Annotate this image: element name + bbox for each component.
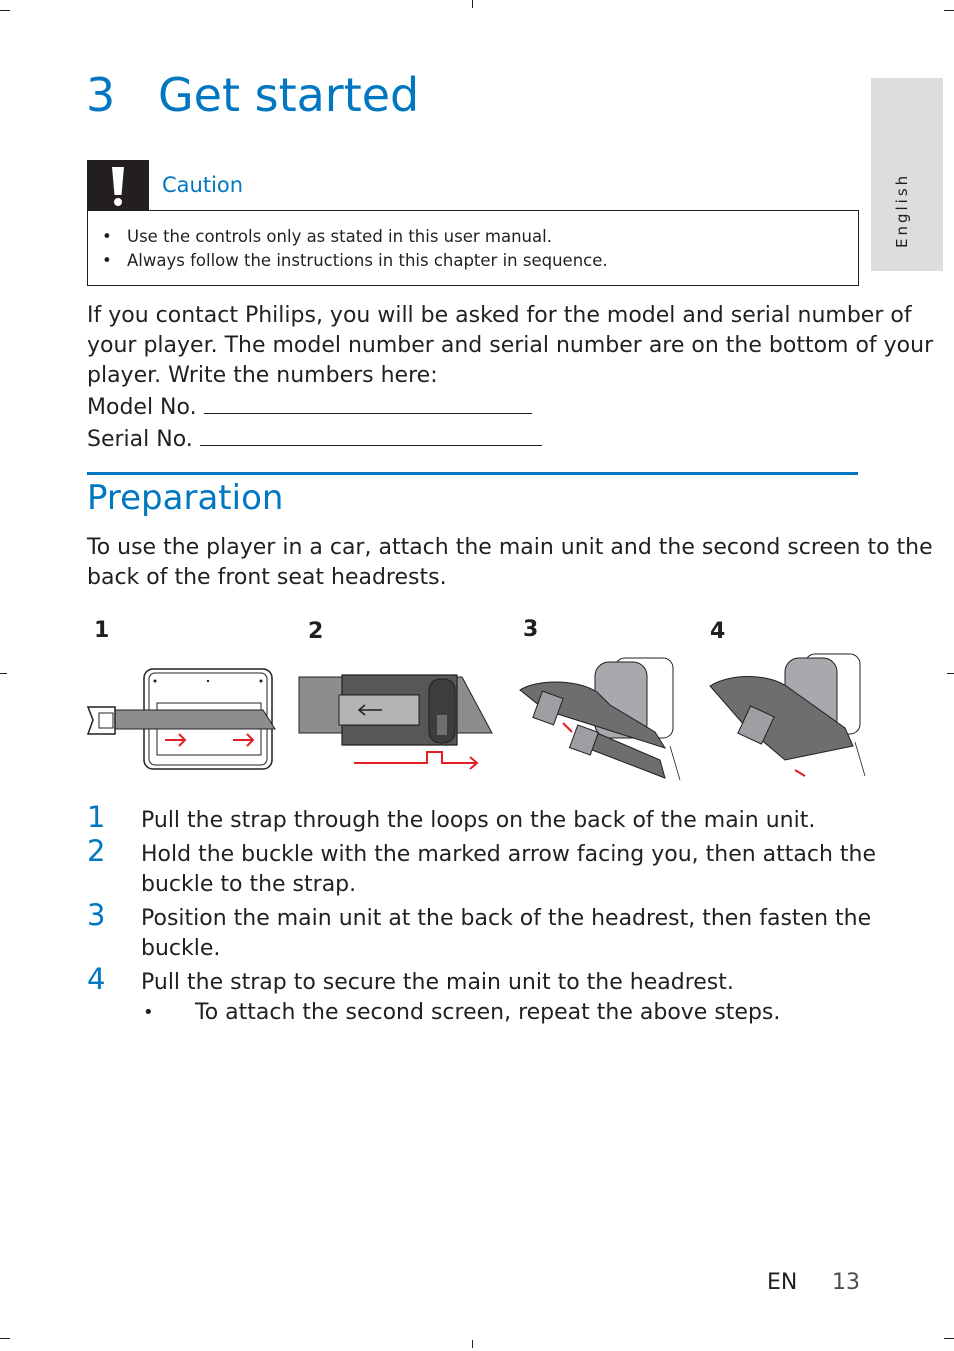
caution-item: • Use the controls only as stated in this user manual. <box>102 225 608 249</box>
step-text: Pull the strap through the loops on the back of the main unit. <box>141 808 816 833</box>
step-item <box>87 800 877 836</box>
intro-line: back of the front seat headrests. <box>87 565 447 590</box>
step-text: Position the main unit at the back of the headrest, then fasten the <box>141 906 872 931</box>
crop-mark <box>947 673 954 674</box>
contact-line: your player. The model number and serial number are on the bottom of your <box>87 333 934 358</box>
crop-mark <box>472 1340 473 1348</box>
step-number: 3 <box>87 898 106 932</box>
page-number: 13 <box>832 1270 860 1295</box>
serial-number-label: Serial No. <box>87 427 193 452</box>
caution-item: • Always follow the instructions in this chapter in sequence. <box>102 249 608 273</box>
sub-step: • To attach the second screen, repeat the above steps. <box>87 998 877 1028</box>
model-number-label: Model No. <box>87 395 197 420</box>
contact-paragraph <box>87 301 933 455</box>
figure-strap-through-loops <box>85 657 285 772</box>
caution-box <box>87 210 859 286</box>
intro-line: To use the player in a car, attach the main unit and the second screen to the <box>87 535 933 560</box>
figure-pull-strap <box>705 648 870 788</box>
crop-mark <box>0 1338 10 1339</box>
figure-number: 3 <box>523 617 539 642</box>
figure-buckle-attach <box>297 667 497 777</box>
step-text: buckle to the strap. <box>141 872 357 897</box>
model-number-line <box>204 391 532 414</box>
caution-icon-box <box>87 160 149 210</box>
chapter-number: 3 <box>86 68 116 122</box>
contact-line: player. Write the numbers here: <box>87 363 438 388</box>
step-text: Hold the buckle with the marked arrow facing you, then attach the <box>141 842 877 867</box>
crop-mark <box>0 10 10 11</box>
caution-title: Caution <box>162 173 244 197</box>
caution-list <box>102 225 608 273</box>
step-number: 1 <box>87 800 106 834</box>
section-rule <box>87 472 858 475</box>
footer-language: EN <box>767 1270 798 1295</box>
step-text: buckle. <box>141 936 221 961</box>
step-number: 4 <box>87 962 106 996</box>
serial-number-line <box>200 423 542 446</box>
crop-mark <box>944 1338 954 1339</box>
figure-number: 1 <box>94 618 110 643</box>
language-tab-label: English <box>893 172 911 248</box>
contact-line: If you contact Philips, you will be asked for the model and serial number of <box>87 303 912 328</box>
step-item <box>87 962 877 998</box>
chapter-title: Get started <box>158 68 420 122</box>
installation-figures <box>85 612 865 787</box>
exclamation-icon <box>87 160 149 210</box>
preparation-intro <box>87 533 933 593</box>
step-number: 2 <box>87 834 106 868</box>
serial-number-field <box>87 423 933 455</box>
step-text: Pull the strap to secure the main unit to the headrest. <box>141 970 734 995</box>
crop-mark <box>0 673 7 674</box>
figure-number: 2 <box>308 619 324 644</box>
chapter-heading <box>86 68 419 122</box>
crop-mark <box>472 0 473 8</box>
model-number-field <box>87 391 933 423</box>
step-item <box>87 898 877 964</box>
figure-headrest-fasten <box>515 650 685 790</box>
steps-list <box>87 800 877 1028</box>
crop-mark <box>944 10 954 11</box>
figure-number: 4 <box>710 619 726 644</box>
step-item <box>87 834 877 900</box>
section-heading: Preparation <box>87 478 284 518</box>
language-tab <box>871 78 943 271</box>
